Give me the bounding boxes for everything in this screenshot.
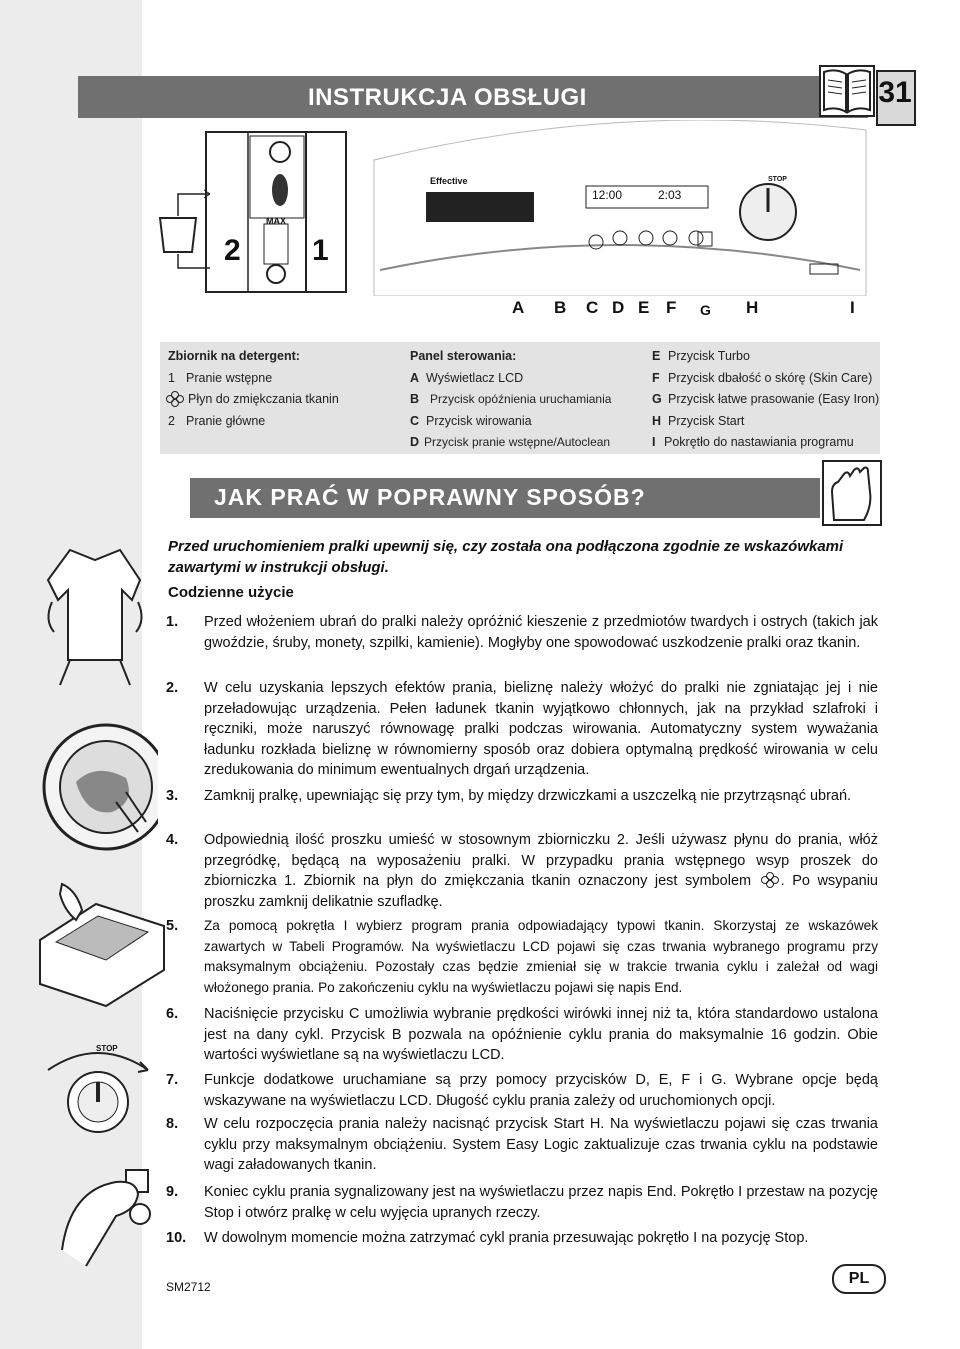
list-item <box>166 1070 878 1111</box>
panel-letter-h: H <box>746 298 759 317</box>
legend-key: B <box>410 392 420 406</box>
item-text: W celu rozpoczęcia prania należy nacisnąć przycisk Start H. Na wyświetlaczu pojawi się czas trwania cyklu przy maksymalnym obciążeniu. System Easy Logic zaktualizuje czas trwania cyklu na podstawie wagi załadowanych tkanin. <box>204 1116 878 1173</box>
item-text <box>204 830 878 912</box>
list-item <box>166 786 878 807</box>
legend-key: 1 <box>168 371 175 385</box>
item-number: 6. <box>166 1006 179 1022</box>
subheading: Codzienne użycie <box>168 584 294 601</box>
legend-item: Wyświetlacz LCD <box>426 371 524 385</box>
legend-item: Przycisk wirowania <box>426 414 532 428</box>
legend-key: C <box>410 414 420 428</box>
page-number: 31 <box>878 76 912 109</box>
item-text: Koniec cyklu prania sygnalizowany jest na wyświetlaczu przez napis End. Pokrętło I przestaw na pozycję Stop i otwórz pralkę w celu wyjęcia upranych rzeczy. <box>204 1184 878 1221</box>
hand-icon <box>824 462 880 524</box>
lcd-right-readout: 2:03 <box>658 188 682 202</box>
legend-key: G <box>652 392 662 406</box>
legend-item: Przycisk opóźnienia uruchamiania <box>430 392 612 406</box>
item-number: 2. <box>166 680 179 696</box>
detergent-dispenser-drawing <box>150 128 360 308</box>
language-badge: PL <box>832 1264 886 1294</box>
item-number: 8. <box>166 1116 179 1132</box>
list-item <box>166 1182 878 1223</box>
dispenser-max-mark: MAX <box>266 216 286 226</box>
list-item <box>166 612 878 653</box>
legend-item: Przycisk łatwe prasowanie (Easy Iron) <box>668 392 880 406</box>
legend-key: A <box>410 371 420 385</box>
control-panel-drawing <box>370 120 870 296</box>
item-number: 1. <box>166 614 179 630</box>
item-number: 7. <box>166 1072 179 1088</box>
legend-item: Płyn do zmiękczania tkanin <box>188 392 339 406</box>
list-item <box>166 830 878 912</box>
item-text: Funkcje dodatkowe uruchamiane są przy pomocy przycisków D, E, F i G. Wybrane opcje będą wskazywane na wyświetlaczu LCD. Długość cyklu prania zależy od uruchomionych opcji. <box>204 1072 878 1109</box>
item-number: 5. <box>166 918 179 934</box>
program-knob-illustration <box>36 1040 160 1140</box>
panel-letter-c: C <box>586 298 599 317</box>
panel-letter-e: E <box>638 298 650 317</box>
item-text: W dowolnym momencie można zatrzymać cykl prania przesuwając pokrętło I na pozycję Stop. <box>204 1230 809 1246</box>
panel-letter-i: I <box>850 298 855 317</box>
book-icon <box>818 62 876 120</box>
legend-col1-heading: Zbiornik na detergent: <box>168 349 300 363</box>
legend-item: Pranie wstępne <box>186 371 273 385</box>
intro-text: Przed uruchomieniem pralki upewnij się, czy została ona podłączona zgodnie ze wskazówkami zawartymi w instrukcji obsługi. <box>168 538 844 576</box>
legend-item: Przycisk Start <box>668 414 745 428</box>
page-title: INSTRUKCJA OBSŁUGI <box>308 84 587 111</box>
list-item <box>166 1114 878 1176</box>
section-title: JAK PRAĆ W POPRAWNY SPOSÓB? <box>214 484 646 510</box>
washer-door-illustration <box>26 712 158 862</box>
item-number: 10. <box>166 1230 187 1246</box>
legend-item: Przycisk pranie wstępne/Autoclean <box>424 435 611 449</box>
panel-letter-b: B <box>554 298 567 317</box>
document-code: SM2712 <box>166 1280 211 1294</box>
list-item <box>166 916 878 998</box>
knob-stop-label-small: STOP <box>96 1044 118 1053</box>
dispenser-label-1: 1 <box>312 234 329 267</box>
item-text: Za pomocą pokrętła I wybierz program prania odpowiadający typowi tkanin. Skorzystaj ze wskazówek zawartych w Tabeli Programów. Na wyświetlaczu LCD pojawi się czas trwania wybranego programu przy maksymalnym obciążeniu. Pozostały czas będzie zmieniał się w trakcie trwania cyklu i zależał od wagi włożonego prania. Po zakończeniu cyklu na wyświetlaczu pojawi się napis End. <box>204 918 878 995</box>
softener-flower-icon <box>166 391 184 407</box>
lcd-time: 12:00 <box>592 188 623 202</box>
panel-letter-g: G <box>700 302 711 318</box>
item-text: Naciśnięcie przycisku C umożliwia wybranie prędkości wirówki innej niż ta, która standardowo ustalona jest na dany cykl. Przycisk B pozwala na opóźnienie cyklu prania do maksymalnie 16 godzin. Obie wartości wyświetlane są na wyświetlaczu LCD. <box>204 1006 878 1063</box>
dispenser-drawer-illustration <box>36 880 168 1010</box>
legend-key: D <box>410 435 420 449</box>
list-item <box>166 1004 878 1066</box>
item-text-part-b: . Po wsypaniu proszku zamknij delikatnie szufladkę. <box>204 873 878 910</box>
panel-letter-f: F <box>666 298 677 317</box>
item-text-part-a: Odpowiednią ilość proszku umieść w stosownym zbiorniczku 2. Jeśli używasz płynu do prania, włóż przegródkę, będącą na wyposażeniu pralki. W przypadku prania wstępnego wsyp proszek do zbiorniczka 1. Zbiornik na płyn do zmiękczania tkanin oznaczony jest symbolem <box>204 832 878 889</box>
start-button-press-illustration <box>56 1150 168 1270</box>
shirt-illustration <box>40 540 150 690</box>
legend-item: Pranie główne <box>186 414 266 428</box>
item-text: Przed włożeniem ubrań do pralki należy opróżnić kieszenie z przedmiotów twardych i ostrych (takich jak gwoździe, śruby, monety, szpilki, kamienie). Mogłyby one spowodować uszkodzenie pralki oraz tkanin. <box>204 614 878 651</box>
panel-letter-a: A <box>512 298 525 317</box>
hand-icon-box <box>822 460 882 526</box>
legend-key: H <box>652 414 662 428</box>
item-number: 9. <box>166 1184 179 1200</box>
dispenser-label-2: 2 <box>224 234 241 267</box>
item-number: 4. <box>166 832 179 848</box>
list-item <box>166 1228 878 1249</box>
legend-item: Przycisk Turbo <box>668 349 750 363</box>
panel-letter-d: D <box>612 298 625 317</box>
list-item <box>166 678 878 781</box>
item-text: Zamknij pralkę, upewniając się przy tym, by między drzwiczkami a uszczelką nie przytrząsnąć ubrań. <box>204 788 852 804</box>
softener-flower-icon <box>759 872 781 888</box>
brand-label: Effective <box>430 176 468 186</box>
legend-col2-heading: Panel sterowania: <box>410 349 517 363</box>
legend-key: F <box>652 371 660 385</box>
legend-key: E <box>652 349 661 363</box>
item-text: W celu uzyskania lepszych efektów prania, bieliznę należy włożyć do pralki nie zgniatając jej i nie przeładowując urządzenia. Pełen ładunek tkanin wyjątkowo chłonnych, jak na przykład szlafroki i ręczniki, może naruszyć równowagę pralki podczas wirowania. Automatyczny system wyważania ładunku rozkłada bieliznę w równomierny sposób oraz dobiera optymalną prędkość wirowania w celu zredukowania do minimum ewentualnych drgań urządzenia. <box>204 680 878 778</box>
legend-key: 2 <box>168 414 175 428</box>
knob-stop-label: STOP <box>768 176 787 183</box>
legend-item: Pokrętło do nastawiania programu <box>664 435 854 449</box>
legend-key: I <box>652 435 656 449</box>
legend-item: Przycisk dbałość o skórę (Skin Care) <box>668 371 873 385</box>
item-number: 3. <box>166 788 179 804</box>
